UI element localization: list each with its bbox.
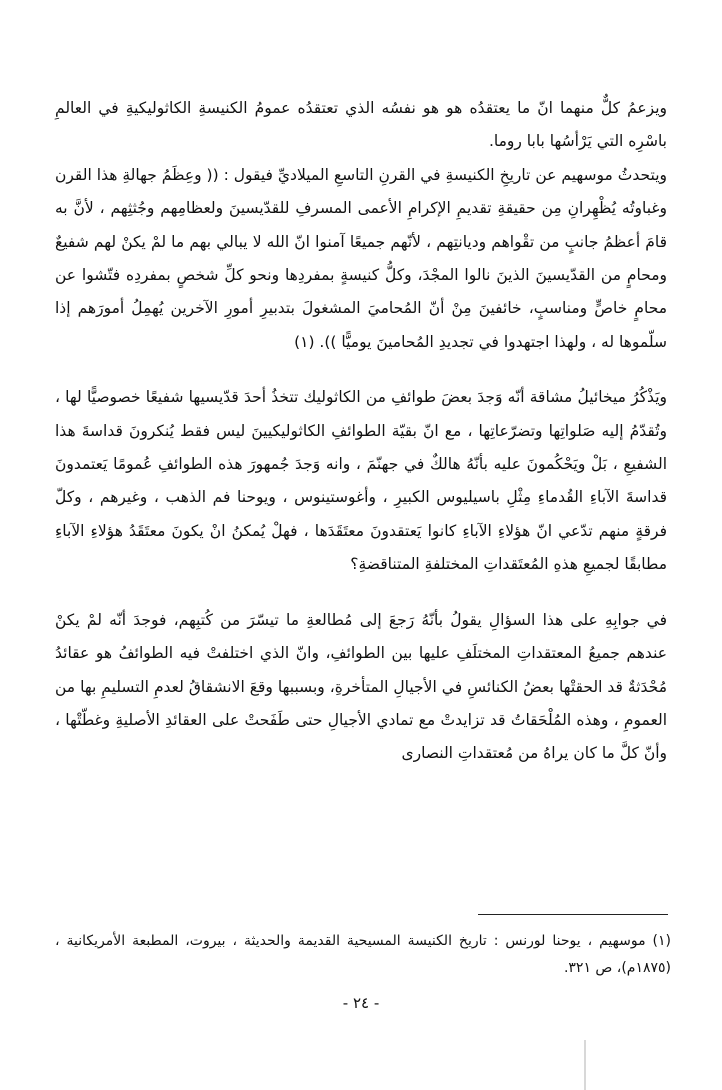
footnote-divider <box>478 914 668 915</box>
page-edge-mark <box>584 1040 586 1090</box>
paragraph-answer: في جوابِهِ على هذا السؤالِ يقولُ بأنّهُ رَجعَ إلى مُطالعةِ ما تيسّرَ من كُتبِهم، فوجدَ أنّه لمْ يكنْ عندهم جميعُ المعتقداتِ المختلَفِ عليها بين الطوائفِ، وانّ الذي اختلفتْ فيه الطوائفُ هو عقائدُ مُحْدَثةٌ قد الحقتْها بعضُ الكنائسِ في الأجيالِ المتأخرةِ، وبسببها وقعَ الانشقاقُ لعدمِ التسليمِ بها من العمومِ ، وهذه المُلْحَقاتُ قد تزايدتْ مع تمادي الأجيالِ حتى طَفَحتْ على العقائدِ الأصليةِ وغطّتْها ، وأنّ كلَّ ما كان يراهُ من مُعتقداتِ النصارى <box>55 610 667 763</box>
footnote: (١) موسهيم ، يوحنا لورنس : تاريخ الكنيسة المسيحية القديمة والحديثة ، بيروت، المطبعة الأمريكانية ، (١٨٧٥م)، ص ٣٢١. <box>55 933 671 976</box>
paragraph-mishaqa: ويَذْكُرُ ميخائيلُ مشاقة أنّه وَجدَ بعضَ طوائفِ من الكاثوليك تتخذُ أحدَ قدّيسيها شفيعًا خصوصيًّا لها ، وتُقدّمُ إليه صَلواتِها وتضرّعاتِها ، مع انّ بقيّة الطوائفِ الكاثوليكيينَ ليس فقط يُنكرونَ قداسةَ هذا الشفيعِ ، بَلْ ويَحْكُمونَ عليه بأنّهُ هالكٌ في جهنّمَ ، وانه وَجدَ جُمهورَ هذه الطوائفِ عُمومًا يَعتمدونَ قداسةَ الآباءِ القُدماءِ مِثْلِ باسيليوس الكبيرِ ، وأغوستينوس ، ويوحنا فم الذهب ، وغيرهم ، وكلّ فرقةٍ منهم تدّعي انّ هؤلاءِ الآباءِ كانوا يَعتقدونَ معتَقَدَها ، فهلْ يُمكنُ انْ يكونَ معتَقَدُ هؤلاءِ الآباءِ مطابقًا لجميعِ هذهِ المُعتَقداتِ المختلفةِ المتناقضةِ؟ <box>55 388 667 574</box>
paragraph-mosheim-quote: ويتحدثُ موسهيم عن تاريخِ الكنيسةِ في القرنِ التاسعِ الميلاديِّ فيقول : (( وعِظَمُ جهالةِ هذا القرن وغباوتُه يُظْهِرانِ مِن حقيقةِ تقديمِ الإكرامِ الأعمى المسرفِ للقدّيسينَ ولعظامِهم وجُثثِهم ، لأنَّ به قامَ أعظمُ جانبٍ من تقْواهم وديانتِهم ، لأنّهم جميعًا آمنوا انّ الله لا يبالي بهم ما لمْ يكنْ لهم شفيعٌ ومحامٍ من القدّيسينَ الذينَ نالوا المجْدَ، وكلُّ كنيسةٍ بمفردِها ونحو كلِّ شخصٍ بمفردِه فتّشوا عن محامٍ خاصٍّ ومناسبٍ، خائفينَ مِنْ أنّ المُحاميَ المشغولَ بتدبيرِ أمورِ الآخرين يُهمِلُ أمورَهم إذا سلّموها له ، ولهذا اجتهدوا في تجديدِ المُحامينَ يوميًّا )). (١) <box>55 165 667 351</box>
page-number: - ٢٤ - <box>342 994 380 1012</box>
body-text <box>55 92 667 771</box>
paragraph-claim: ويزعمُ كلٌّ منهما انّ ما يعتقدُه هو هو نفسُه الذي تعتقدُه عمومُ الكنيسةِ الكاثوليكيةِ في العالمِ باسْرِه التي يَرْأسُها بابا روما. <box>55 99 667 151</box>
